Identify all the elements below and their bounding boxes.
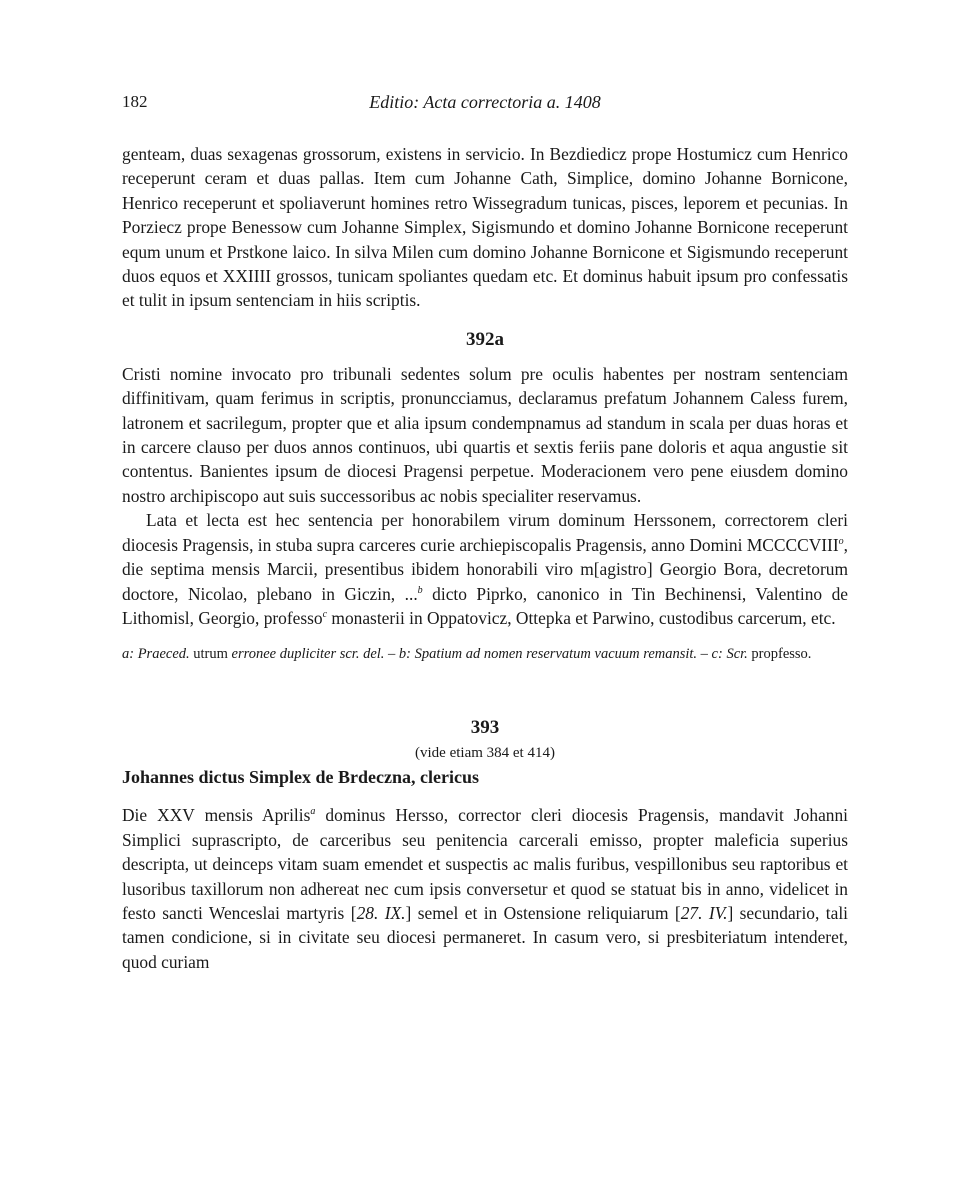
- date-ref-2: 27. IV.: [680, 902, 728, 923]
- entry-text-c: ] semel et in Ostensione reliquiarum [: [405, 902, 681, 923]
- footnote-mark-a: a: [310, 806, 316, 818]
- section-heading-393: 393: [470, 717, 500, 739]
- page-body: [122, 142, 848, 974]
- entry-text-d: ] secundario, tali tamen condicione, si in civitate seu diocesi permaneret. In casum vero, si presbiteriatum intenderet, quod curiam: [122, 902, 848, 972]
- entry-text-b: dominus Hersso, corrector cleri diocesis Pragensis, mandavit Johanni Simplici suprascripto, de carceribus seu penitencia carcerali emisso, propter maleficia superius descripta, ut deinceps vitam suam emendet et suspectis ac malis furibus, vespillonibus seu raptoribus et lusoribus taxillorum non adhereat nec cum ipsis conversetur et quod se statuat bis in anno, videlicet in festo sancti Wenceslai martyris [: [122, 805, 849, 923]
- entry-title: Johannes dictus Simplex de Brdeczna, clericus: [122, 767, 480, 788]
- footnote-a-word: utrum: [193, 646, 228, 663]
- footnote-a-label: a: Praeced.: [122, 646, 190, 663]
- footnote-c-word: propfesso.: [751, 646, 812, 663]
- promulgation-text-d: monasterii in Oppatovicz, Ottepka et Parwino, custodibus carcerum, etc.: [327, 607, 836, 628]
- date-ref-1: 28. IX.: [356, 902, 406, 923]
- promulgation-text-a: Lata et lecta est hec sentencia per honorabilem virum dominum Herssonem, correctorem cleri diocesis Pragensis, in stuba supra carceres curie archiepiscopalis Pragensis, anno Domini MCCCCVIII: [122, 510, 848, 555]
- section-heading-392a: 392a: [466, 328, 504, 350]
- footnote-mark-c: c: [322, 609, 328, 621]
- promulgation-text-c: dicto Piprko, canonico in Tin Bechinensi, Valentino de Lithomisl, Georgio, professo: [122, 583, 848, 628]
- cross-reference: (vide etiam 384 et 414): [415, 745, 555, 762]
- footnote-a-text: erronee dupliciter scr. del. – b: Spatium ad nomen reservatum vacuum remansit. – c: Scr.: [231, 646, 748, 663]
- promulgation-paragraph: [122, 508, 848, 630]
- entry-text-a: Die XXV mensis Aprilis: [122, 805, 311, 826]
- intro-paragraph: genteam, duas sexagenas grossorum, existens in servicio. In Bezdiedicz prope Hostumicz cum Henrico receperunt ceram et duas pallas. Item cum Johanne Cath, Simplice, domino Johanne Bornicone, Henrico receperunt et spoliaverunt homines retro Wissegradum tunicas, pisces, leporem et pecunias. In Porziecz prope Benessow cum Johanne Simplex, Sigismundo et domino Johanne Bornicone receperunt equm unum et Prstkone laico. In silva Milen cum domino Johanne Bornicone et Sigismundo receperunt duos equos et XXIIII grossos, tunicam spoliantes quedam etc. Et dominus habuit ipsum pro confessatis et tulit in ipsum sentenciam in hiis scriptis.: [122, 144, 848, 311]
- footnote-mark-b: b: [417, 584, 423, 596]
- page-number: 182: [122, 92, 148, 111]
- degree-mark: o: [838, 535, 844, 547]
- footnotes: [122, 644, 848, 664]
- entry-paragraph: [122, 803, 848, 974]
- running-head: Editio: Acta correctoria a. 1408: [369, 92, 601, 112]
- promulgation-text-b: , die septima mensis Marcii, presentibus ibidem honorabili viro m[agistro] Georgio Bora, decretorum doctore, Nicolao, plebano in Giczin, ...: [122, 534, 848, 604]
- page-header: [122, 92, 848, 118]
- sentence-paragraph: Cristi nomine invocato pro tribunali sedentes solum pre oculis habentes per nostram sentenciam diffinitivam, quam ferimus in scriptis, pronuncciamus, declaramus prefatum Johannem Caless furem, latronem et sacrilegum, propter que et alia ipsum condempnamus ad standum in scala per duas horas et in carcere clauso per duos annos continuos, ubi quartis et sextis feriis pane doloris et aqua angustie sit contentus. Banientes ipsum de diocesi Pragensi perpetue. Moderacionem vero pene eiusdem domino nostro archipiscopo aut suis successoribus ac nobis specialiter reservamus.: [122, 363, 848, 506]
